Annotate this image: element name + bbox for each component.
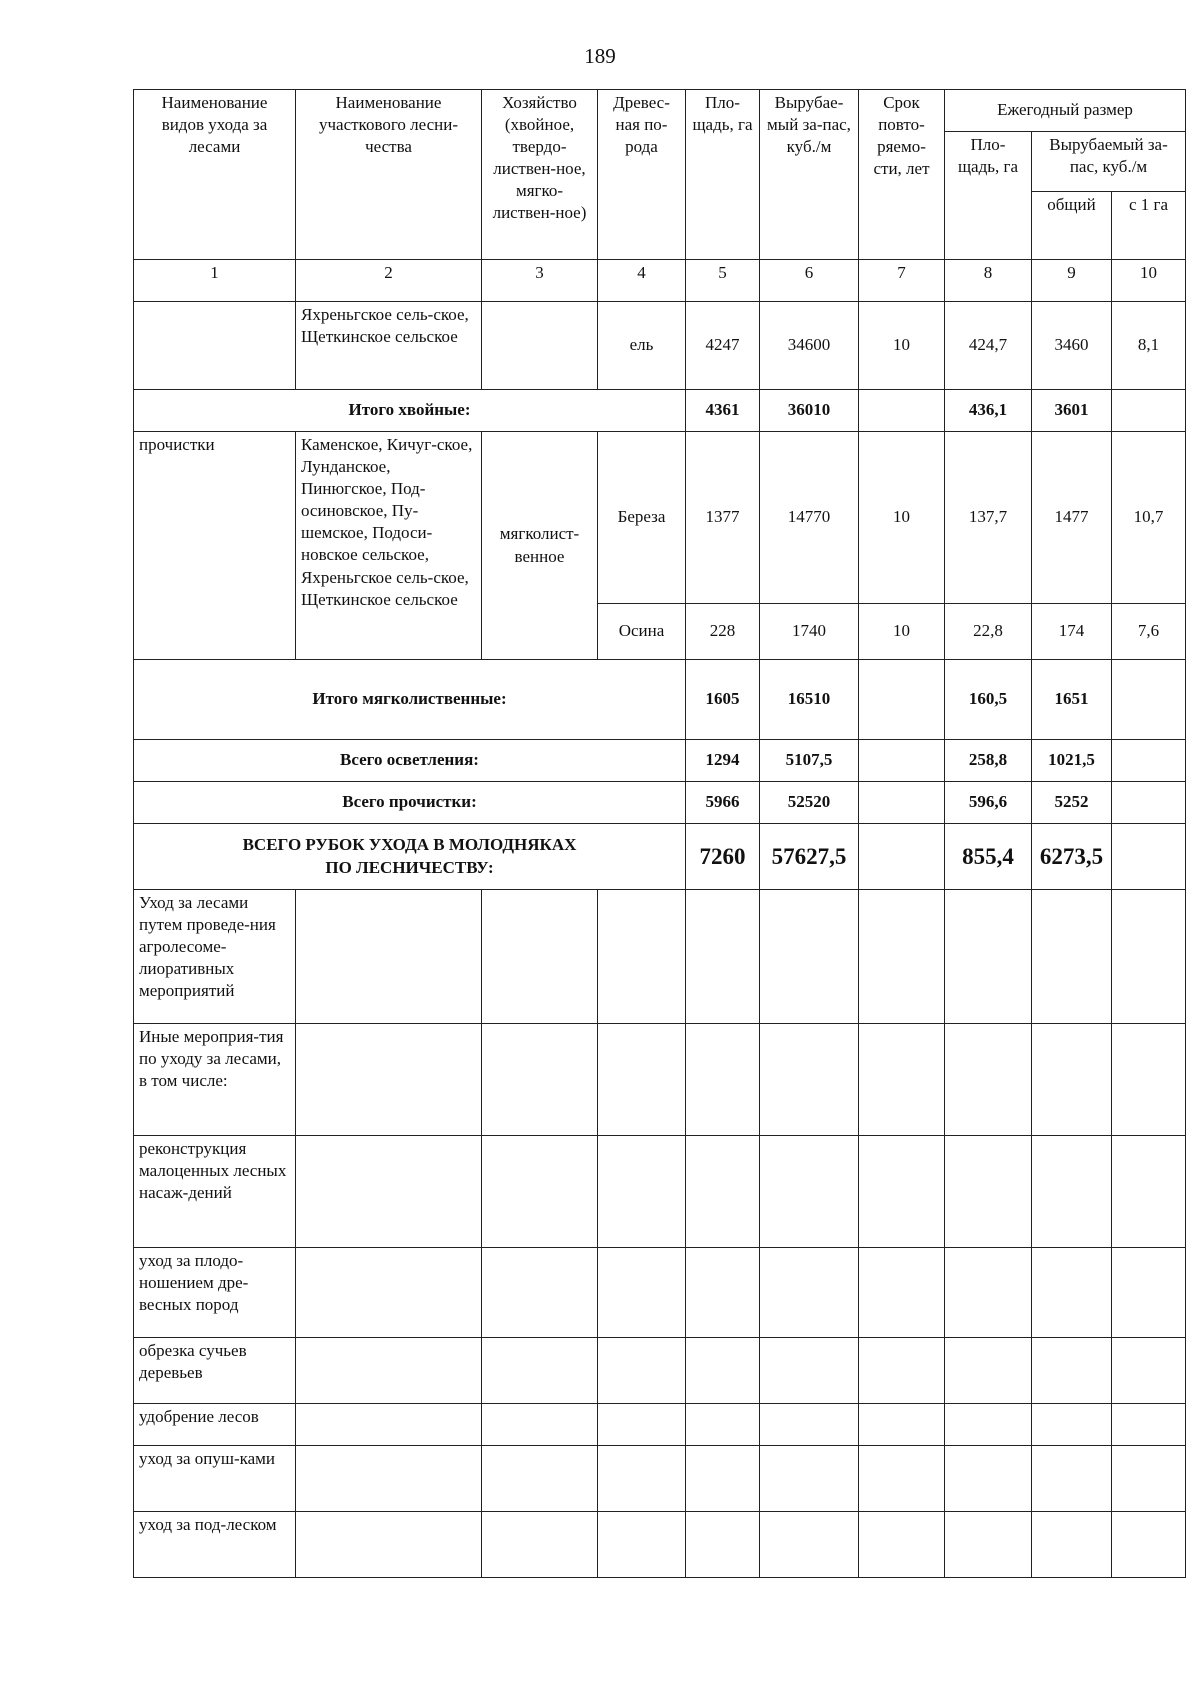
period-cell: 10 xyxy=(859,432,945,604)
grand-total-label-line: ПО ЛЕСНИЧЕСТВУ: xyxy=(325,857,494,877)
annual-per-ha-cell xyxy=(1112,660,1186,740)
annual-area-cell: 596,6 xyxy=(945,782,1032,824)
period-cell xyxy=(859,390,945,432)
volume-cell: 16510 xyxy=(760,660,859,740)
total-softwood-row xyxy=(134,660,1186,740)
column-number: 4 xyxy=(598,260,686,302)
area-cell: 4247 xyxy=(686,302,760,390)
annual-total-cell: 3460 xyxy=(1032,302,1112,390)
species-cell: Береза xyxy=(598,432,686,604)
area-cell: 1605 xyxy=(686,660,760,740)
volume-cell: 34600 xyxy=(760,302,859,390)
annual-total-cell: 3601 xyxy=(1032,390,1112,432)
header-period: Срок повто-ряемо-сти, лет xyxy=(859,90,945,260)
care-type-cell: Уход за лесами путем проведе-ния агролесоме-лиоративных мероприятий xyxy=(134,890,296,1024)
annual-area-cell: 22,8 xyxy=(945,604,1032,660)
total-label: Всего осветления: xyxy=(134,740,686,782)
total-label: Итого мягколиственные: xyxy=(134,660,686,740)
total-coniferous-row xyxy=(134,390,1186,432)
annual-per-ha-cell: 8,1 xyxy=(1112,302,1186,390)
volume-cell: 5107,5 xyxy=(760,740,859,782)
annual-per-ha-cell: 10,7 xyxy=(1112,432,1186,604)
annual-area-cell: 855,4 xyxy=(945,824,1032,890)
column-numbers-row xyxy=(134,260,1186,302)
header-volume: Вырубае-мый за-пас, куб./м xyxy=(760,90,859,260)
annual-area-cell: 424,7 xyxy=(945,302,1032,390)
grand-total-label-line: ВСЕГО РУБОК УХОДА В МОЛОДНЯКАХ xyxy=(242,835,577,855)
care-type-cell xyxy=(134,302,296,390)
table-row xyxy=(134,1024,1186,1136)
column-number: 7 xyxy=(859,260,945,302)
economy-cell xyxy=(482,302,598,390)
page-number: 189 xyxy=(584,44,616,68)
column-number: 8 xyxy=(945,260,1032,302)
annual-per-ha-cell xyxy=(1112,782,1186,824)
table-row xyxy=(134,302,1186,390)
species-cell: Осина xyxy=(598,604,686,660)
annual-per-ha-cell: 7,6 xyxy=(1112,604,1186,660)
district-cell: Каменское, Кичуг-ское, Лунданское, Пинюгское, Под-осиновское, Пу-шемское, Подоси-новское сельское, Яхреньгское сель-ское, Щеткинское сельское xyxy=(296,432,482,660)
annual-area-cell: 137,7 xyxy=(945,432,1032,604)
annual-total-cell: 174 xyxy=(1032,604,1112,660)
total-lightening-row xyxy=(134,740,1186,782)
care-type-cell: обрезка сучьев деревьев xyxy=(134,1338,296,1404)
care-type-cell: Иные мероприя-тия по уходу за лесами, в том числе: xyxy=(134,1024,296,1136)
volume-cell: 36010 xyxy=(760,390,859,432)
table-row xyxy=(134,890,1186,1024)
area-cell: 5966 xyxy=(686,782,760,824)
column-number: 3 xyxy=(482,260,598,302)
area-cell: 4361 xyxy=(686,390,760,432)
column-number: 1 xyxy=(134,260,296,302)
table-row xyxy=(134,1404,1186,1446)
volume-cell: 1740 xyxy=(760,604,859,660)
volume-cell: 57627,5 xyxy=(760,824,859,890)
period-cell xyxy=(859,660,945,740)
total-label: Всего прочистки: xyxy=(134,782,686,824)
table-row xyxy=(134,432,1186,604)
column-number: 6 xyxy=(760,260,859,302)
annual-area-cell: 436,1 xyxy=(945,390,1032,432)
column-number: 5 xyxy=(686,260,760,302)
annual-total-cell: 5252 xyxy=(1032,782,1112,824)
area-cell: 228 xyxy=(686,604,760,660)
annual-per-ha-cell xyxy=(1112,824,1186,890)
care-type-cell: прочистки xyxy=(134,432,296,660)
grand-total-row xyxy=(134,824,1186,890)
header-annual-total: общий xyxy=(1032,192,1112,260)
annual-total-cell: 1477 xyxy=(1032,432,1112,604)
care-type-cell: уход за опуш-ками xyxy=(134,1446,296,1512)
annual-per-ha-cell xyxy=(1112,740,1186,782)
header-species: Древес-ная по-рода xyxy=(598,90,686,260)
table-row xyxy=(134,1136,1186,1248)
grand-total-label xyxy=(134,824,686,890)
annual-total-cell: 1021,5 xyxy=(1032,740,1112,782)
care-type-cell: реконструкция малоценных лесных насаж-дений xyxy=(134,1136,296,1248)
period-cell xyxy=(859,740,945,782)
total-label: Итого хвойные: xyxy=(134,390,686,432)
column-number: 9 xyxy=(1032,260,1112,302)
district-cell: Яхреньгское сель-ское, Щеткинское сельское xyxy=(296,302,482,390)
header-district: Наименование участкового лесни-чества xyxy=(296,90,482,260)
column-number: 10 xyxy=(1112,260,1186,302)
period-cell xyxy=(859,824,945,890)
annual-total-cell: 6273,5 xyxy=(1032,824,1112,890)
header-annual-volume: Вырубаемый за-пас, куб./м xyxy=(1032,132,1186,192)
table-row xyxy=(134,1248,1186,1338)
header-economy: Хозяйство (хвойное, твердо-листвен-ное, мягко-листвен-ное) xyxy=(482,90,598,260)
economy-cell: мягколист-венное xyxy=(482,432,598,660)
table-row xyxy=(134,1338,1186,1404)
header-annual-per-ha: с 1 га xyxy=(1112,192,1186,260)
period-cell: 10 xyxy=(859,302,945,390)
volume-cell: 52520 xyxy=(760,782,859,824)
header-annual-area: Пло-щадь, га xyxy=(945,132,1032,260)
forest-care-table xyxy=(133,89,1186,1578)
care-type-cell: удобрение лесов xyxy=(134,1404,296,1446)
period-cell xyxy=(859,782,945,824)
care-type-cell: уход за под-леском xyxy=(134,1512,296,1578)
column-number: 2 xyxy=(296,260,482,302)
annual-area-cell: 258,8 xyxy=(945,740,1032,782)
header-care-type: Наименование видов ухода за лесами xyxy=(134,90,296,260)
area-cell: 1377 xyxy=(686,432,760,604)
table-row xyxy=(134,1446,1186,1512)
area-cell: 1294 xyxy=(686,740,760,782)
table-row xyxy=(134,1512,1186,1578)
annual-per-ha-cell xyxy=(1112,390,1186,432)
annual-area-cell: 160,5 xyxy=(945,660,1032,740)
total-cleaning-row xyxy=(134,782,1186,824)
header-annual: Ежегодный размер xyxy=(945,90,1186,132)
care-type-cell: уход за плодо-ношением дре-весных пород xyxy=(134,1248,296,1338)
volume-cell: 14770 xyxy=(760,432,859,604)
period-cell: 10 xyxy=(859,604,945,660)
area-cell: 7260 xyxy=(686,824,760,890)
annual-total-cell: 1651 xyxy=(1032,660,1112,740)
header-area: Пло-щадь, га xyxy=(686,90,760,260)
species-cell: ель xyxy=(598,302,686,390)
